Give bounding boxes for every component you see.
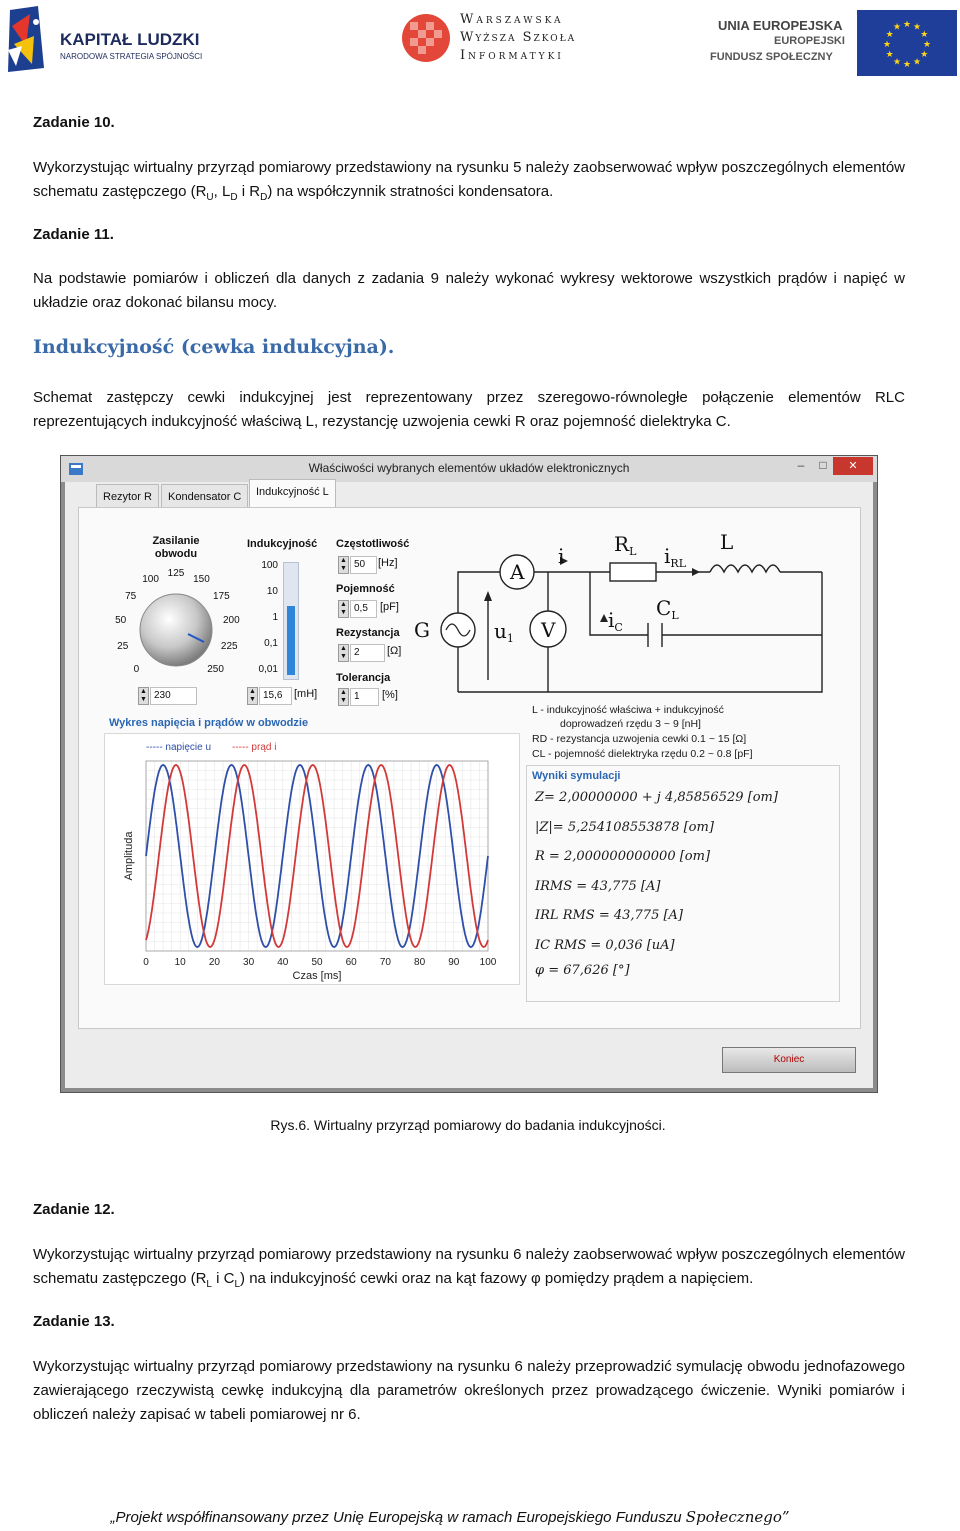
frequency-label: Częstotliwość	[336, 538, 410, 550]
inductance-label: Indukcyjność	[247, 538, 318, 550]
x-tick-label: 40	[277, 957, 289, 968]
inductance-tick-label: 10	[266, 586, 278, 597]
task11-title: Zadanie 11.	[33, 226, 114, 243]
kl-title: KAPITAŁ LUDZKI	[60, 30, 200, 49]
dial-tick-label: 75	[125, 591, 137, 603]
wwsi-emblem-icon	[400, 12, 452, 64]
irl-label: $i_{RL}$	[664, 544, 686, 570]
capacitance-unit: [pF]	[380, 601, 399, 613]
result-irl-rms: IRL RMS = 43,775 [A]	[535, 908, 684, 923]
minimize-button[interactable]: –	[797, 458, 805, 472]
eu-star-icon: ★	[892, 21, 902, 32]
tab-capacitor[interactable]: Kondensator C	[161, 484, 248, 509]
circuit-schematic	[400, 525, 840, 705]
task12-text: Wykorzystując wirtualny przyrząd pomiarowy przedstawiony na rysunku 6 należy zaobserwować wpływ poszczególnych elementów schematu zastępczego ($R_L$ i $C_L$) na indukcyjność cewki oraz na kąt fazowy φ pomiędzy prądem a napięciem.	[33, 1246, 905, 1290]
window-titlebar	[61, 456, 877, 482]
capacitance-label: Pojemność	[336, 583, 395, 595]
eu-star-icon: ★	[882, 39, 892, 49]
maximize-button[interactable]: □	[819, 458, 827, 472]
dial-tick-label: 50	[115, 615, 127, 627]
dial-tick-label: 150	[193, 574, 210, 586]
x-axis-label: Czas [ms]	[292, 970, 342, 982]
x-tick-label: 60	[345, 957, 357, 968]
eu-star-icon: ★	[902, 59, 912, 69]
dial-tick-label: 250	[207, 663, 224, 675]
resistance-spinner[interactable]: ▲ ▼	[338, 644, 349, 662]
tolerance-input[interactable]: 1	[350, 688, 379, 706]
tolerance-unit: [%]	[382, 689, 398, 701]
inductance-input[interactable]: 15,6	[259, 687, 292, 705]
result-r: R = 2,000000000000 [om]	[535, 849, 711, 864]
legend-current: ----- prąd i	[232, 742, 277, 753]
eu-line2: EUROPEJSKI	[774, 35, 845, 47]
legend-voltage: ----- napięcie u	[146, 742, 212, 753]
wwsi-line1: Warszawska	[460, 12, 564, 27]
tab-resistor[interactable]: Rezytor R	[96, 484, 159, 509]
amplitude-input[interactable]: 230	[150, 687, 197, 705]
window-title: Właściwości wybranych elementów układów elektronicznych	[308, 461, 630, 475]
task13-text: Wykorzystując wirtualny przyrząd pomiarowy przedstawiony na rysunku 6 należy przeprowadzić symulację obwodu jednofazowego zawierającego rzeczywistą cewkę indukcyjną dla parametrów określonych przez prowadzącego ćwiczenie. Wyniki pomiarów i obliczeń należy zapisać w tabeli pomiarowej nr 6.	[33, 1358, 905, 1423]
amplitude-spinner[interactable]: ▲ ▼	[138, 687, 149, 705]
y-axis-label: Amplituda	[123, 831, 135, 881]
eu-line1: UNIA EUROPEJSKA	[718, 18, 843, 33]
x-tick-label: 0	[143, 957, 149, 968]
generator-label: G	[414, 618, 430, 642]
cl-label: $C_L$	[656, 596, 679, 622]
dial-tick-label: 100	[142, 574, 159, 586]
task12-title: Zadanie 12.	[33, 1201, 115, 1218]
dial-tick-label: 200	[222, 615, 240, 627]
eu-star-icon: ★	[920, 49, 929, 59]
inductance-tick-label: 0,1	[264, 638, 278, 649]
tolerance-spinner[interactable]: ▲ ▼	[338, 688, 349, 706]
supply-label: Zasilanie obwodu	[152, 535, 200, 560]
footer-note: „Projekt współfinansowany przez Unię Europejską w ramach Europejskiego Funduszu Społecznego”	[110, 1508, 790, 1526]
eu-star-icon: ★	[885, 29, 894, 39]
figure-caption: Rys.6. Wirtualny przyrząd pomiarowy do badania indukcyjności.	[270, 1117, 666, 1133]
eu-star-icon: ★	[912, 21, 922, 32]
legend-line-3: RD - rezystancja uzwojenia cewki 0.1 ~ 15 [Ω]	[532, 733, 747, 745]
section-heading: Indukcyjność (cewka indukcyjna).	[33, 336, 395, 358]
eu-flag-icon	[857, 10, 957, 76]
kapital-ludzki-logo	[4, 6, 214, 74]
ic-label: $i_C$	[608, 608, 623, 634]
legend-line-4: CL - pojemność dielektryka rzędu 0.2 ~ 0.8 [pF]	[532, 748, 753, 760]
kl-subtitle: NARODOWA STRATEGIA SPÓJNOŚCI	[60, 52, 203, 61]
task13-title: Zadanie 13.	[33, 1313, 115, 1330]
eu-star-icon: ★	[885, 49, 894, 59]
task10-text: Wykorzystując wirtualny przyrząd pomiarowy przedstawiony na rysunku 5 należy zaobserwować wpływ poszczególnych elementów schematu zastępczego ($R_U$, $L_D$ i $R_D$) na współczynnik stratności kondensatora.	[33, 159, 905, 203]
kapital-ludzki-emblem-icon	[4, 6, 48, 74]
eu-star-icon: ★	[892, 56, 902, 67]
x-tick-label: 70	[379, 957, 391, 968]
waveform-chart	[104, 755, 518, 985]
eu-line3: FUNDUSZ SPOŁECZNY	[710, 51, 833, 63]
inductance-unit: [mH]	[294, 688, 318, 700]
plot-title: Wykres napięcia i prądów w obwodzie	[109, 717, 309, 729]
eu-logo	[710, 8, 960, 74]
inductance-spinner[interactable]: ▲ ▼	[247, 687, 258, 705]
close-button[interactable]: Koniec	[722, 1047, 856, 1073]
u1-label: $u_1$	[494, 619, 514, 645]
tab-inductance[interactable]: Indukcyjność L	[249, 479, 336, 509]
capacitance-input[interactable]: 0,5	[350, 600, 377, 618]
eu-star-icon: ★	[922, 39, 932, 49]
inductance-slider-track[interactable]	[283, 562, 299, 680]
dial-tick-label: 225	[220, 641, 238, 653]
rl-label: $R_L$	[614, 532, 637, 558]
resistance-input[interactable]: 2	[350, 644, 385, 662]
dial-tick-label: 0	[133, 663, 140, 675]
section-text: Schemat zastępczy cewki indukcyjnej jest reprezentowany przez szeregowo-równoległe połączenie elementów RLC reprezentujących indukcyjność właściwą L, rezystancję uzwojenia cewki R oraz pojemność dielektryka C.	[33, 389, 905, 430]
result-z: Z= 2,00000000 + j 4,85856529 [om]	[535, 790, 778, 805]
resistance-label: Rezystancja	[336, 627, 400, 639]
dial-tick-label: 125	[167, 568, 185, 579]
result-ic-rms: IC RMS = 0,036 [uA]	[535, 938, 675, 953]
dial-tick-label: 175	[212, 591, 230, 603]
inductance-tick-label: 1	[272, 612, 278, 623]
x-tick-label: 90	[448, 957, 460, 968]
close-window-button[interactable]: ✕	[833, 457, 873, 475]
legend-line-2: doprowadzeń rzędu 3 ~ 9 [nH]	[560, 718, 701, 730]
wwsi-logo	[400, 10, 590, 70]
inductance-tick-label: 100	[261, 560, 278, 571]
inductance-tick-label: 0,01	[258, 664, 278, 675]
x-tick-label: 50	[311, 957, 323, 968]
capacitance-spinner[interactable]: ▲ ▼	[338, 600, 349, 618]
wwsi-line2: Wyższa Szkoła	[460, 30, 577, 45]
result-abs-z: |Z|= 5,254108553878 [om]	[535, 820, 714, 835]
eu-star-icon: ★	[902, 19, 912, 29]
result-irms: IRMS = 43,775 [A]	[535, 879, 661, 894]
x-tick-label: 100	[479, 957, 497, 968]
i-label: i	[558, 544, 565, 568]
x-tick-label: 10	[174, 957, 186, 968]
x-tick-label: 30	[243, 957, 255, 968]
inductance-slider-fill	[287, 606, 295, 675]
eu-star-icon: ★	[912, 56, 922, 67]
ammeter-label: A	[510, 560, 525, 584]
task11-text: Na podstawie pomiarów i obliczeń dla danych z zadania 9 należy wykonać wykresy wektorowe wszystkich prądów i napięć w układzie oraz dokonać bilansu mocy.	[33, 270, 905, 311]
dial-tick-label: 25	[117, 641, 129, 653]
resistance-unit: [Ω]	[387, 645, 402, 657]
voltmeter-label: V	[541, 618, 556, 642]
l-label: L	[720, 530, 734, 554]
frequency-unit: [Hz]	[378, 557, 398, 569]
results-title: Wyniki symulacji	[532, 770, 621, 782]
eu-star-icon: ★	[920, 29, 929, 39]
wwsi-line3: Informatyki	[460, 48, 564, 63]
frequency-spinner[interactable]: ▲ ▼	[338, 556, 349, 574]
task10-title: Zadanie 10.	[33, 114, 115, 131]
x-tick-label: 80	[414, 957, 426, 968]
result-phi: φ = 67,626 [°]	[535, 963, 630, 978]
legend-line-1: L - indukcyjność właściwa + indukcyjność	[532, 704, 724, 716]
tolerance-label: Tolerancja	[336, 672, 391, 684]
frequency-input[interactable]: 50	[350, 556, 377, 574]
x-tick-label: 20	[208, 957, 220, 968]
